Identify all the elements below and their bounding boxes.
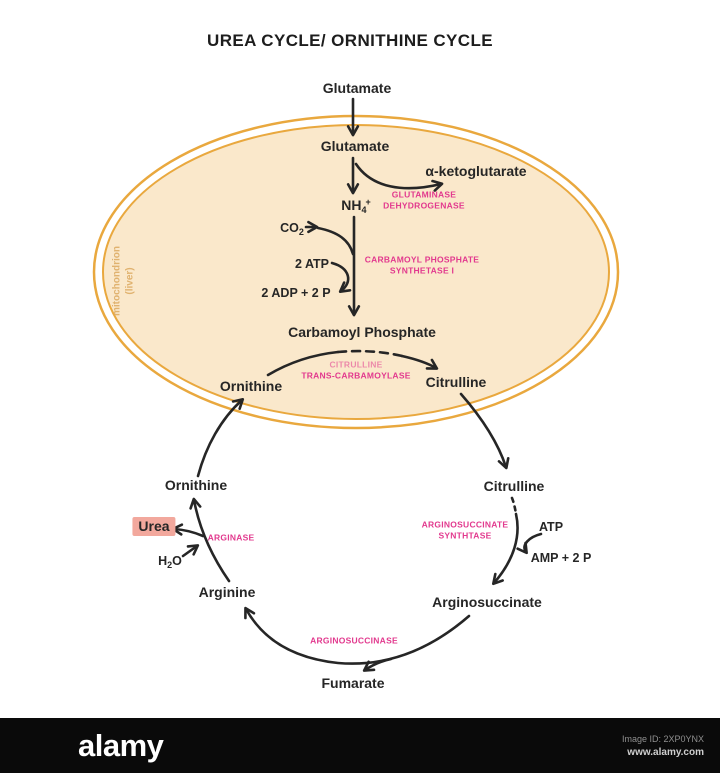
nh4-subscript: 4	[361, 205, 367, 215]
label-glutamate-outer: Glutamate	[322, 80, 392, 96]
label-urea	[132, 518, 175, 536]
enzyme-glutaminase-dehydrogenase	[383, 190, 465, 213]
watermark-bar	[0, 718, 720, 773]
enzyme-line: SYNTHETASE I	[389, 266, 455, 276]
enzyme-line: CARBAMOYL PHOSPHATE	[364, 254, 480, 265]
enzyme-arginosuccinate-synthtase	[422, 520, 509, 543]
label-amp-2p: AMP + 2 P	[530, 551, 592, 565]
h2o-base: H	[158, 554, 168, 568]
enzyme-line: DEHYDROGENASE	[383, 201, 465, 211]
label-alpha-ketoglutarate: α-ketoglutarate	[425, 163, 527, 179]
label-carbamoyl-phosphate: Carbamoyl Phosphate	[288, 324, 436, 340]
h2o-subscript: 2	[167, 560, 173, 570]
image-id-text: Image ID: 2XP0YNX	[621, 733, 704, 744]
label-glutamate-inner: Glutamate	[320, 138, 390, 154]
enzyme-line: SYNTHTASE	[438, 531, 492, 541]
label-nh4	[341, 197, 371, 215]
nh4-superscript: +	[365, 197, 371, 207]
h2o-oxygen: O	[172, 554, 182, 568]
urea-highlight-box: Urea	[132, 517, 175, 536]
arrow-to-urea	[174, 529, 203, 536]
label-fumarate: Fumarate	[321, 675, 385, 691]
enzyme-line: TRANS-CARBAMOYLASE	[301, 371, 411, 381]
label-citrulline-inner: Citrulline	[425, 374, 487, 390]
arrow-h2o-input	[183, 546, 197, 556]
alamy-logo: alamy	[78, 727, 164, 763]
mitochondrion-label	[112, 246, 137, 316]
label-atp: ATP	[538, 520, 564, 534]
label-citrulline-outer: Citrulline	[483, 478, 545, 494]
arrow-citrulline-dashes	[512, 498, 516, 514]
mitochondrion-label-line2: (liver)	[124, 267, 135, 295]
alamy-url-text: www.alamy.com	[627, 746, 704, 758]
arrow-atp-to-amp	[524, 534, 541, 552]
nh4-base: NH	[341, 197, 362, 213]
label-h2o	[158, 554, 182, 570]
enzyme-arginase: ARGINASE	[207, 532, 255, 543]
label-co2	[280, 221, 304, 237]
enzyme-citrulline-trans-carbamoylase	[301, 360, 410, 383]
enzyme-line: GLUTAMINASE	[391, 189, 457, 200]
label-2atp: 2 ATP	[294, 257, 330, 271]
enzyme-line: ARGINOSUCCINATE	[421, 519, 509, 530]
mitochondrion-label-line1: mitochondrion	[111, 246, 123, 316]
enzyme-carbamoyl-phosphate-synthetase	[365, 255, 479, 278]
label-arginine: Arginine	[198, 584, 256, 600]
label-2adp-2p: 2 ADP + 2 P	[261, 286, 331, 300]
co2-base: CO	[280, 221, 299, 235]
page-title: UREA CYCLE/ ORNITHINE CYCLE	[207, 31, 493, 50]
label-ornithine-outer: Ornithine	[164, 477, 228, 493]
enzyme-line: CITRULLINE	[329, 359, 383, 370]
watermark-info	[622, 734, 704, 758]
co2-subscript: 2	[298, 227, 304, 237]
label-arginosuccinate: Arginosuccinate	[432, 594, 542, 610]
enzyme-arginosuccinase: ARGINOSUCCINASE	[310, 635, 398, 646]
label-ornithine-inner: Ornithine	[219, 378, 283, 394]
